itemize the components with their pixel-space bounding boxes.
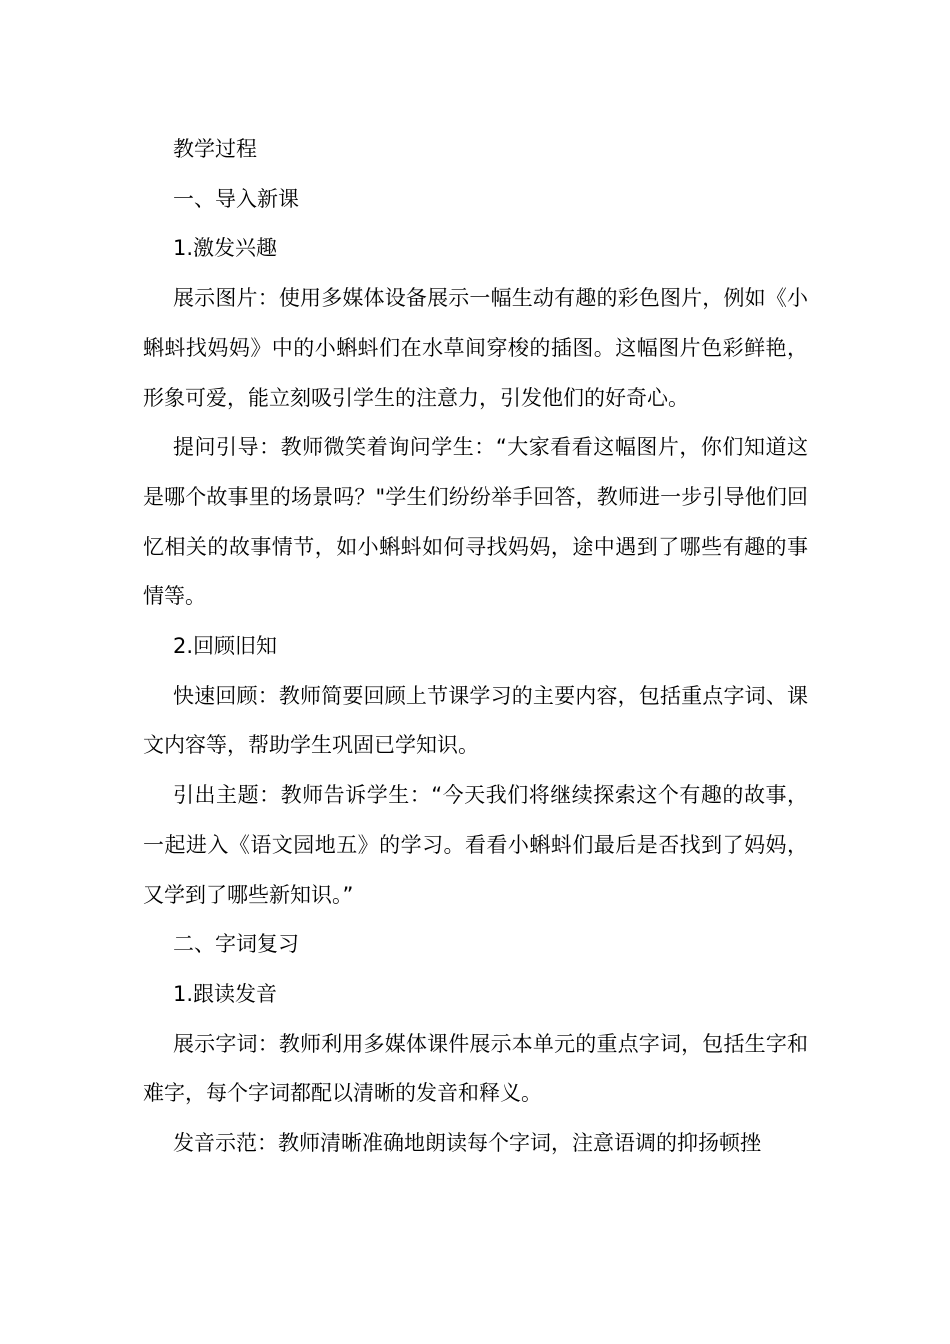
paragraph-show-picture: 展示图片：使用多媒体设备展示一幅生动有趣的彩色图片，例如《小蝌蚪找妈妈》中的小蝌蚪们在水草间穿梭的插图。这幅图片色彩鲜艳，形象可爱，能立刻吸引学生的注意力，引发他们的好奇心。: [143, 286, 808, 410]
subheading-read-along: 1.跟读发音: [173, 981, 278, 1006]
paragraph-pronunciation-demo: 发音示范：教师清晰准确地朗读每个字词，注意语调的抑扬顿挫: [173, 1131, 761, 1156]
paragraph-show-words: 展示字词：教师利用多媒体课件展示本单元的重点字词，包括生字和难字，每个字词都配以清晰的发音和释义。: [143, 1031, 808, 1106]
section-title: 教学过程: [173, 137, 257, 161]
document-body: [143, 125, 808, 1169]
heading-word-review: 二、字词复习: [173, 932, 299, 957]
paragraph-quick-review: 快速回顾：教师简要回顾上节课学习的主要内容，包括重点字词、课文内容等，帮助学生巩固已学知识。: [143, 683, 808, 758]
heading-intro: 一、导入新课: [173, 186, 299, 211]
paragraph-question-guide: 提问引导：教师微笑着询问学生：“大家看看这幅图片，你们知道这是哪个故事里的场景吗？"学生们纷纷举手回答，教师进一步引导他们回忆相关的故事情节，如小蝌蚪如何寻找妈妈，途中遇到了哪些有趣的事情等。: [143, 435, 808, 609]
subheading-stimulate-interest: 1.激发兴趣: [173, 236, 278, 261]
subheading-review: 2.回顾旧知: [173, 634, 278, 659]
paragraph-introduce-topic: 引出主题：教师告诉学生：“今天我们将继续探索这个有趣的故事，一起进入《语文园地五》的学习。看看小蝌蚪们最后是否找到了妈妈，又学到了哪些新知识。”: [143, 783, 808, 907]
